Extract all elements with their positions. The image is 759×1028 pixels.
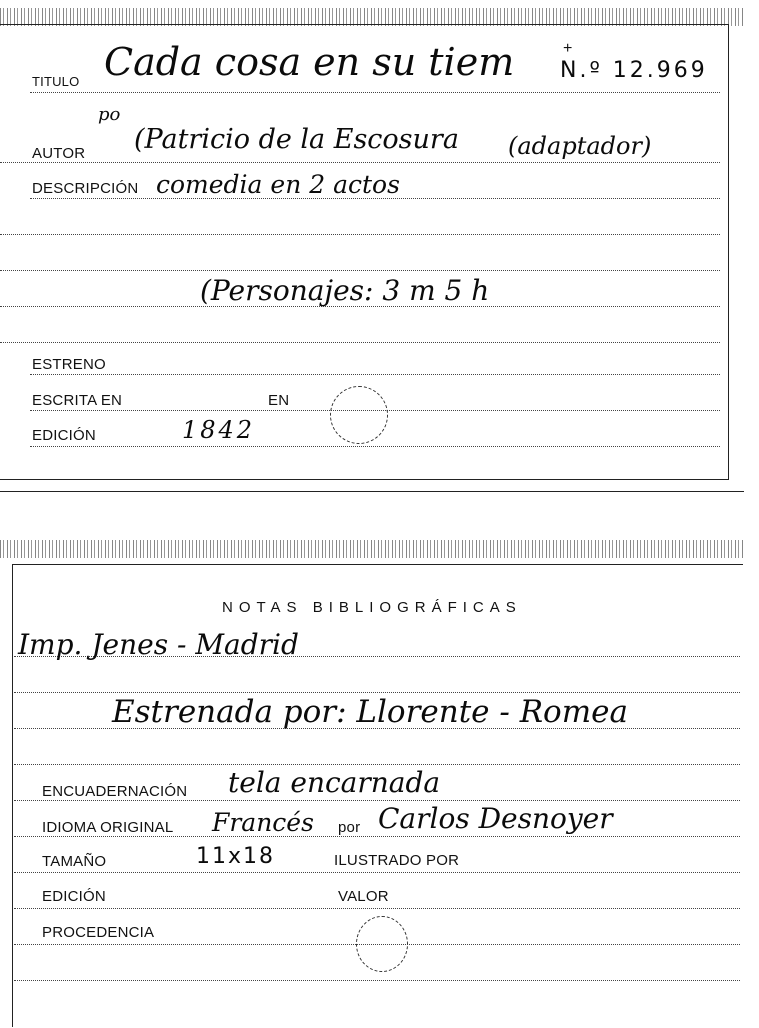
notas-title: NOTAS BIBLIOGRÁFICAS <box>222 599 522 616</box>
edicion-label-back: EDICIÓN <box>42 888 106 905</box>
procedencia-label: PROCEDENCIA <box>42 924 155 941</box>
ilustrado-por-label: ILUSTRADO POR <box>334 852 460 869</box>
stamp-circle-back <box>356 916 408 972</box>
rule <box>0 270 720 271</box>
descripcion-label: DESCRIPCIÓN <box>32 180 139 197</box>
rule <box>14 908 740 909</box>
rule <box>0 342 720 343</box>
descripcion-value: comedia en 2 actos <box>156 170 400 199</box>
adaptador-note: (adaptador) <box>508 132 652 160</box>
rule <box>14 980 740 981</box>
rule <box>0 162 720 163</box>
rule <box>14 800 740 801</box>
por-label: por <box>338 819 361 836</box>
rule <box>30 446 720 447</box>
card-separator <box>0 491 744 492</box>
catalog-card-back <box>0 540 744 1028</box>
edicion-value: 1842 <box>182 416 256 444</box>
catalog-card-front <box>0 0 744 488</box>
encuadernacion-value: tela encarnada <box>228 766 441 799</box>
autor-prefix: po <box>98 104 121 125</box>
rule <box>30 374 720 375</box>
registro-numero: N.º 12.969 <box>560 58 708 83</box>
valor-label: VALOR <box>338 888 389 905</box>
edicion-label: EDICIÓN <box>32 427 96 444</box>
rule <box>14 836 740 837</box>
estrenada-note: Estrenada por: Llorente - Romea <box>112 694 628 730</box>
titulo-label: TITULO <box>32 74 80 89</box>
encuadernacion-label: ENCUADERNACIÓN <box>42 783 188 800</box>
autor-original-value: Carlos Desnoyer <box>378 802 613 835</box>
autor-value: (Patricio de la Escosura <box>134 124 459 155</box>
personajes-note: (Personajes: 3 m 5 h <box>200 274 490 307</box>
escrita-en-label: ESCRITA EN <box>32 392 123 409</box>
rule <box>30 92 720 93</box>
idioma-original-label: IDIOMA ORIGINAL <box>42 819 174 836</box>
stamp-circle <box>330 386 388 444</box>
scan-noise-bottom <box>0 540 744 558</box>
rule <box>0 234 720 235</box>
tamano-label: TAMAÑO <box>42 853 107 870</box>
tamano-value: 11x18 <box>196 844 276 869</box>
estreno-label: ESTRENO <box>32 356 106 373</box>
cross-mark: + <box>563 40 573 57</box>
autor-label: AUTOR <box>32 145 86 162</box>
idioma-original-value: Francés <box>212 808 314 837</box>
rule <box>14 764 740 765</box>
imprenta-note: Imp. Jenes - Madrid <box>18 628 299 661</box>
en-label: EN <box>268 392 290 409</box>
rule <box>14 692 740 693</box>
titulo-value: Cada cosa en su tiem <box>104 40 515 84</box>
rule <box>14 872 740 873</box>
